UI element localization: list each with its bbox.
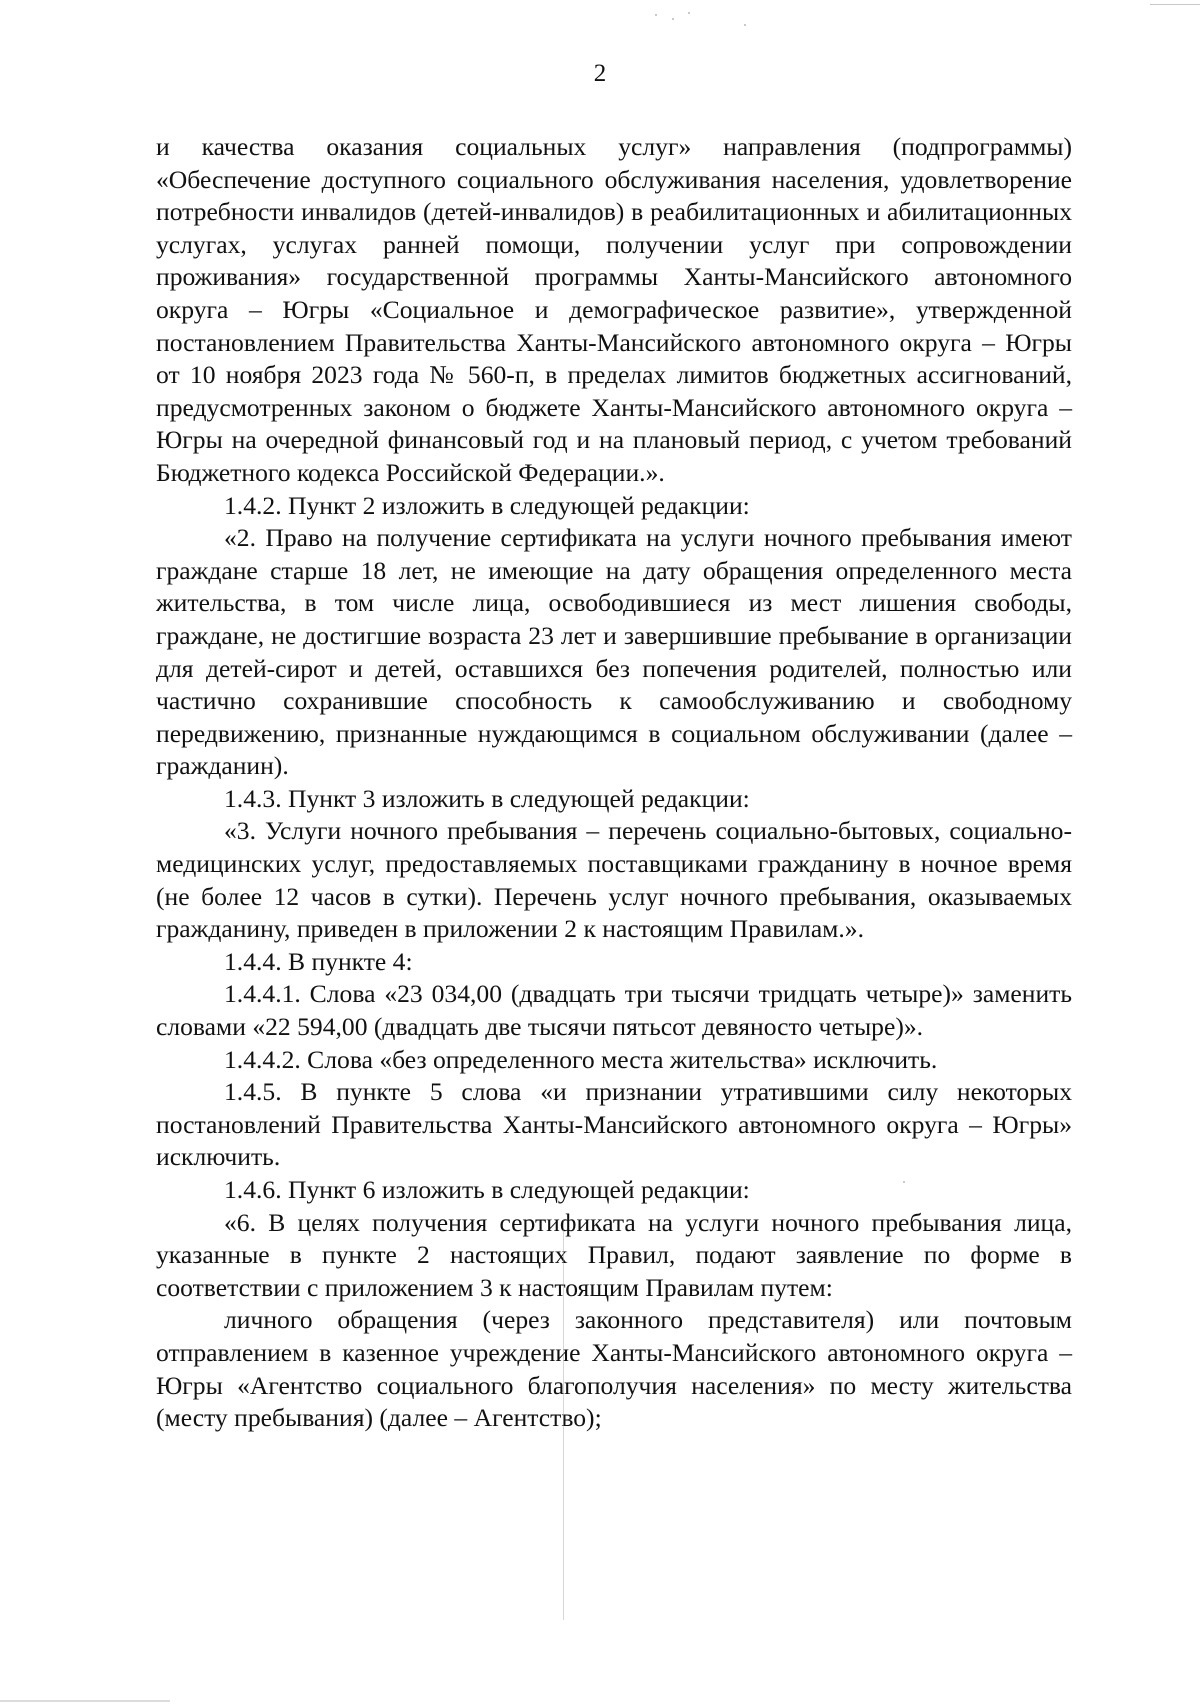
paragraph-personal-appeal: личного обращения (через законного представителя) или почтовым отправлением в казенное учреждение Ханты-Мансийского автономного округа – Югры «Агентство социального благополучия населения» по месту жительства (месту пребывания) (далее – Агентство); (156, 1305, 1072, 1433)
scan-speck (744, 24, 746, 26)
paragraph-continuation: и качества оказания социальных услуг» направления (подпрограммы) «Обеспечение доступного социального обслуживания населения, удовлетворение потребности инвалидов (детей-инвалидов) в реабилитационных и абилитационных услугах, услугах ранней помощи, получении услуг при сопровождении проживания» государственной программы Ханты-Мансийского автономного округа – Югры «Социальное и демографическое развитие», утвержденной постановлением Правительства Ханты-Мансийского автономного округа – Югры от 10 ноября 2023 года № 560-п, в пределах лимитов бюджетных ассигнований, предусмотренных законом о бюджете Ханты-Мансийского автономного округа – Югры на очередной финансовый год и на плановый период, с учетом требований Бюджетного кодекса Российской Федерации.». (156, 132, 1072, 487)
paragraph-1-4-2: 1.4.2. Пункт 2 изложить в следующей редакции: (224, 490, 750, 520)
paragraph-1-4-5: 1.4.5. В пункте 5 слова «и признании утратившими силу некоторых постановлений Правительства Ханты-Мансийского автономного округа – Югры» исключить. (156, 1077, 1072, 1172)
paragraph-clause-3: «3. Услуги ночного пребывания – перечень социально-бытовых, социально-медицинских услуг, предоставляемых поставщиками гражданину в ночное время (не более 12 часов в сутки). Перечень услуг ночного пребывания, оказываемых гражданину, приведен в приложении 2 к настоящим Правилам.». (156, 816, 1072, 944)
scan-speck (688, 12, 690, 14)
paragraph-clause-6: «6. В целях получения сертификата на услуги ночного пребывания лица, указанные в пункте 2 настоящих Правил, подают заявление по форме в соответствии с приложением 3 к настоящим Правилам путем: (156, 1207, 1072, 1302)
scan-speck (655, 14, 657, 16)
paragraph-1-4-6: 1.4.6. Пункт 6 изложить в следующей редакции: (224, 1175, 750, 1204)
paragraph-clause-2: «2. Право на получение сертификата на услуги ночного пребывания имеют граждане старше 18 лет, не имеющие на дату обращения определенного места жительства, в том числе лица, освободившиеся из мест лишения свободы, граждане, не достигшие возраста 23 лет и завершившие пребывание в организации для детей-сирот и детей, оставшихся без попечения родителей, полностью или частично сохранившие способность к самообслуживанию и свободному передвижению, признанные нуждающимся в социальном обслуживании (далее – гражданин). (156, 523, 1072, 781)
scan-speck (903, 1181, 905, 1183)
document-body (156, 131, 1072, 1435)
scan-speck (672, 18, 674, 20)
paragraph-1-4-4-2: 1.4.4.2. Слова «без определенного места жительства» исключить. (224, 1044, 938, 1074)
page-number: 2 (593, 60, 607, 87)
scan-edge-line-bottom-left (0, 1700, 170, 1702)
scan-edge-line-top-right (1150, 4, 1200, 5)
paragraph-1-4-3: 1.4.3. Пункт 3 изложить в следующей редакции: (224, 783, 750, 813)
paragraph-1-4-4: 1.4.4. В пункте 4: (224, 946, 413, 976)
scan-vertical-crease (563, 1220, 564, 1620)
paragraph-1-4-4-1: 1.4.4.1. Слова «23 034,00 (двадцать три тысячи тридцать четыре)» заменить словами «22 594,00 (двадцать две тысячи пятьсот девяносто четыре)». (156, 979, 1072, 1042)
